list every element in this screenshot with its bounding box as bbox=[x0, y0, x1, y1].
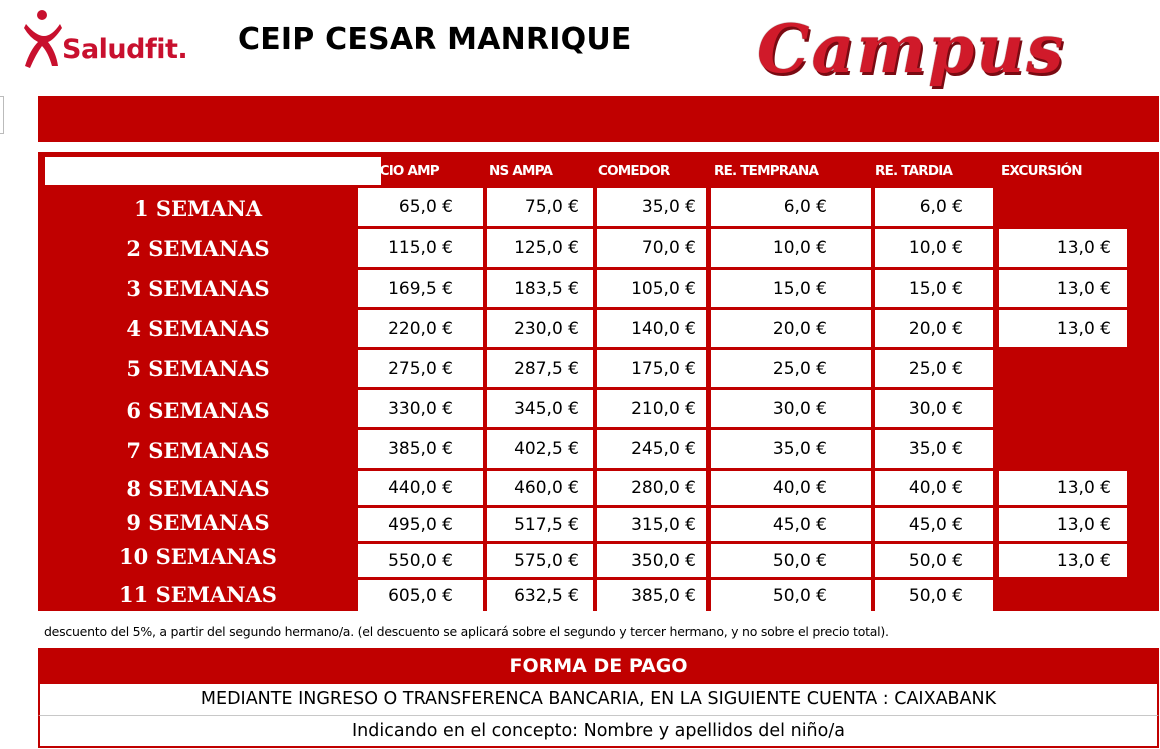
week-label: 10 SEMANAS bbox=[119, 544, 277, 569]
payment-instructions: MEDIANTE INGRESO O TRANSFERENCA BANCARIA, EN LA SIGUIENTE CUENTA : CAIXABANK bbox=[38, 684, 1159, 716]
price-cell: 13,0 € bbox=[999, 229, 1127, 267]
price-cell: 632,5 € bbox=[487, 580, 593, 611]
price-cell: 385,0 € bbox=[597, 580, 706, 611]
price-cell: 30,0 € bbox=[711, 390, 871, 427]
price-cell: 315,0 € bbox=[597, 508, 706, 541]
column-header-re-tardia: RE. TARDIA bbox=[875, 163, 953, 179]
school-name: CEIP CESAR MANRIQUE bbox=[238, 22, 632, 57]
payment-concept-note: Indicando en el concepto: Nombre y apellidos del niño/a bbox=[38, 716, 1159, 748]
week-label: 4 SEMANAS bbox=[126, 316, 270, 341]
column-header-ns-ampa: NS AMPA bbox=[489, 163, 553, 179]
price-cell: 275,0 € bbox=[358, 350, 483, 387]
price-cell: 10,0 € bbox=[875, 229, 993, 267]
price-cell: 605,0 € bbox=[358, 580, 483, 611]
price-cell: 20,0 € bbox=[875, 310, 993, 347]
price-cell: 13,0 € bbox=[999, 508, 1127, 541]
price-cell: 35,0 € bbox=[711, 430, 871, 468]
price-cell: 13,0 € bbox=[999, 270, 1127, 307]
price-cell: 35,0 € bbox=[875, 430, 993, 468]
price-cell: 245,0 € bbox=[597, 430, 706, 468]
price-cell: 280,0 € bbox=[597, 471, 706, 505]
column-header-comedor: COMEDOR bbox=[598, 163, 670, 179]
column-header-re-temprana: RE. TEMPRANA bbox=[714, 163, 819, 179]
payment-title: FORMA DE PAGO bbox=[509, 655, 688, 677]
price-cell: 15,0 € bbox=[711, 270, 871, 307]
price-cell: 495,0 € bbox=[358, 508, 483, 541]
price-cell: 75,0 € bbox=[487, 188, 593, 226]
price-cell: 13,0 € bbox=[999, 471, 1127, 505]
price-cell: 350,0 € bbox=[597, 544, 706, 577]
column-header-excursion: EXCURSIÓN bbox=[1001, 163, 1082, 179]
price-cell: 40,0 € bbox=[711, 471, 871, 505]
price-cell: 35,0 € bbox=[597, 188, 706, 226]
price-cell: 140,0 € bbox=[597, 310, 706, 347]
price-cell: 30,0 € bbox=[875, 390, 993, 427]
price-cell: 10,0 € bbox=[711, 229, 871, 267]
price-cell: 517,5 € bbox=[487, 508, 593, 541]
discount-note: descuento del 5%, a partir del segundo hermano/a. (el descuento se aplicará sobre el segundo y tercer hermano, y no sobre el precio total). bbox=[44, 624, 889, 639]
price-cell: 220,0 € bbox=[358, 310, 483, 347]
header-blank-cell bbox=[45, 157, 381, 185]
week-label: 11 SEMANAS bbox=[119, 582, 277, 607]
price-cell: 25,0 € bbox=[711, 350, 871, 387]
price-cell: 230,0 € bbox=[487, 310, 593, 347]
week-label: 3 SEMANAS bbox=[126, 276, 270, 301]
price-cell: 45,0 € bbox=[711, 508, 871, 541]
price-cell: 65,0 € bbox=[358, 188, 483, 226]
price-cell: 402,5 € bbox=[487, 430, 593, 468]
payment-title-band bbox=[38, 648, 1159, 684]
price-cell: 6,0 € bbox=[711, 188, 871, 226]
price-cell: 13,0 € bbox=[999, 544, 1127, 577]
price-cell: 169,5 € bbox=[358, 270, 483, 307]
week-label: 8 SEMANAS bbox=[126, 476, 270, 501]
campus-logo: Campus bbox=[757, 10, 1066, 88]
week-label: 6 SEMANAS bbox=[126, 398, 270, 423]
price-cell: 175,0 € bbox=[597, 350, 706, 387]
price-cell: 345,0 € bbox=[487, 390, 593, 427]
price-cell: 45,0 € bbox=[875, 508, 993, 541]
column-header-socio-amp: SOCIO AMP bbox=[360, 163, 439, 179]
price-cell: 50,0 € bbox=[875, 544, 993, 577]
price-cell: 13,0 € bbox=[999, 310, 1127, 347]
price-cell: 575,0 € bbox=[487, 544, 593, 577]
price-cell: 440,0 € bbox=[358, 471, 483, 505]
price-cell: 50,0 € bbox=[875, 580, 993, 611]
price-cell: 15,0 € bbox=[875, 270, 993, 307]
price-cell: 50,0 € bbox=[711, 544, 871, 577]
logo-text: Saludfit. bbox=[62, 34, 188, 65]
price-cell: 25,0 € bbox=[875, 350, 993, 387]
price-cell: 115,0 € bbox=[358, 229, 483, 267]
price-cell: 6,0 € bbox=[875, 188, 993, 226]
price-cell: 125,0 € bbox=[487, 229, 593, 267]
price-cell: 210,0 € bbox=[597, 390, 706, 427]
top-red-band bbox=[38, 96, 1159, 142]
price-cell: 20,0 € bbox=[711, 310, 871, 347]
price-cell: 287,5 € bbox=[487, 350, 593, 387]
price-cell: 70,0 € bbox=[597, 229, 706, 267]
price-cell: 183,5 € bbox=[487, 270, 593, 307]
price-cell: 105,0 € bbox=[597, 270, 706, 307]
week-label: 7 SEMANAS bbox=[126, 438, 270, 463]
week-label: 5 SEMANAS bbox=[126, 356, 270, 381]
week-label: 1 SEMANA bbox=[133, 196, 263, 221]
week-label: 9 SEMANAS bbox=[126, 510, 270, 535]
price-cell: 385,0 € bbox=[358, 430, 483, 468]
price-table bbox=[38, 152, 1159, 611]
price-cell: 40,0 € bbox=[875, 471, 993, 505]
price-cell: 460,0 € bbox=[487, 471, 593, 505]
price-cell: 50,0 € bbox=[711, 580, 871, 611]
price-cell: 330,0 € bbox=[358, 390, 483, 427]
saludfit-logo bbox=[22, 6, 202, 70]
price-cell: 550,0 € bbox=[358, 544, 483, 577]
week-label: 2 SEMANAS bbox=[126, 236, 270, 261]
side-marker bbox=[0, 96, 4, 134]
